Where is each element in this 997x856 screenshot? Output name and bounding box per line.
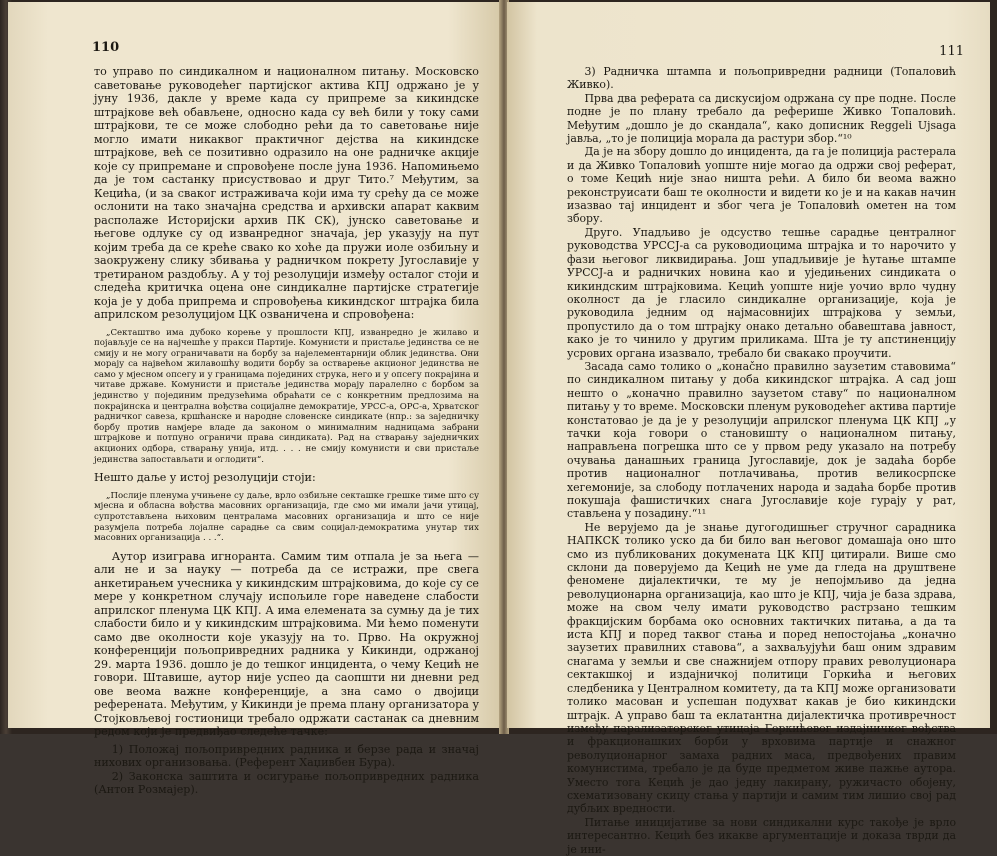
block-quote — [94, 491, 479, 544]
list-item: 3) Радничка штампа и пољопривредни радници (Топаловић Живко). — [567, 65, 956, 92]
paragraph: Засада само толико о „конačно правилно заузетим ставовима“ по синдикалном питању у доба кикиндског штрајка. А сад још нешто о „коначно правилно заузетом ставу“ по националном питању у то време. Московски пленум руководећег актива партије констатовао је да је у резолуцији априлског пленума ЦК КПЈ „у тачки која говори о становишту о националном питању, направљена погрешка што се у првом реду указало на потребу очувања данашњих граница Југославије, док је задаћа борбе против националног потлачивања, против великосрпске хегемоније, за слободу потлачених народа и задаћа борбе против покушаја фашистичких снага Југославије које гурају у рат, стављена у позадину.“¹¹ — [567, 359, 956, 521]
paragraph: Да је на збору дошло до инцидента, да га је полиција растерала и да Живко Топаловић уопште није могао да одржи свој реферат, о томе Кецић није знао ништа рећи. А било би веома важно реконструисати баш те околности и видети ко је и на какав начин изазвао тај инцидент и због чега је Топаловић ометен на том збору. — [567, 145, 956, 226]
left-page — [8, 2, 501, 797]
paragraph: Нешто даље у истој резолуцији стоји: — [94, 471, 316, 485]
right-page — [507, 2, 990, 856]
list-item: 2) Законска заштита и осигурање пољопривредних радника (Антон Розмаjер). — [94, 769, 479, 797]
paragraph: то управо по синдикалном и националном питању. Московско саветовање руководећег партијског актива КПЈ одржано је у јуну 1936, дакле у време када су припреме за кикиндске штрајкове већ обављене, односно када су већ били у току сами штрајкови, те се може слободно рећи да то саветовање није могло имати никаквог практичног дејства на кикиндске штрајкове, већ се позитивно одразило на оне радничке акције које су припремане и спровођене после јуна 1936. Напомињемо да је том састанку присуствовао и друг Тито.⁷ Међутим, за Кецића, (и за сваког истраживача који има ту срећу да се може ослонити на тако значајна средства и архивски апарат каквим располаже Историјски архив ПК СК), јунско саветовање и његове одлуке су од изванредног значаја, јер указују на пут којим треба да се креће свако ко хоће да пружи иоле озбиљну и заокружену слику збивања у радничком покрету Југославије у третираном раздобљу. А у тој резолуцији између осталог стоји и следећа критичка оцена оне синдикалне партијске стратегије која је у доба припрема и спровођења кикиндског штрајка била априлском резолуцијом ЦК озваничена и спровођена: — [94, 65, 479, 321]
paragraph: Аутор изиграва игноранта. Самим тим отпала је за њега — али не и за науку — потреба да се истражи, пре свега анкетирањем учесника у кикиндским штрајковима, до које су се мере у конкретном случају испољиле горе наведене слабости априлског пленума ЦК КПЈ. А има елемената за сумњу да је тих слабости било и у кикиндским штрајковима. Ми ћемо поменути само две околности које указују на то. Прво. На окружној конференцији пољопривредних радника у Кикинди, одржаној 29. марта 1936. дошло је до тешког инцидента, о чему Кецић не говори. Штавише, аутор није успео да саопшти ни дневни ред ове веома важне конференције, а зна само о двојици референата. Међутим, у Кикинди је према плану организатора у Стојковљевој гостионици требало одржати састанак са дневним редом који је предвиђао следеће тачке: — [94, 549, 479, 739]
paragraph: Прва два реферата са дискусијом одржана су пре подне. После подне је по плану требало да реферише Живко Топаловић. Међутим „дошло је до скандала“, како дописник Reggeli Ujsaga јавља, „то је полиција морала да растури збор.“¹⁰ — [567, 91, 956, 146]
page-number-left: 110 — [92, 40, 120, 55]
left-page-body — [94, 65, 479, 797]
quote-text: „Послије пленума учињене су даље, врло озбиљне секташке грешке тиме што су мјесна и обласна вођства масовних организација, где смо ми имали јачи утицај, супротстављена њиховим централама масовних организација и што се није разумјела потреба лојалне сарадње са свим социјал-демократима унутар тих масовних организација . . .“. — [94, 490, 479, 544]
page-number-right: 111 — [939, 44, 964, 59]
right-page-body — [567, 65, 956, 856]
list-item: 1) Положај пољопривредних радника и берзе рада и значај нихових организовања. (Референт Хаџивбен Бура). — [94, 742, 479, 770]
block-quote — [94, 328, 479, 466]
paragraph: Питање иницијативе за нови синдикални курс такође је врло интересантно. Кецић без икакве аргументације и доказа тврди да је ини- — [567, 815, 956, 856]
paragraph: Не верујемо да је знање дугогодишњег стручног сарадника НАПКСК толико уско да би било ван његовог домашаја оно што смо из публикованих докумената ЦК КПЈ цитирали. Више смо склони да поверујемо да Кецић не уме да гледа на друштвене феномене дијалектички, те му је непојмљиво да једна револуционарна организација, као што је КПЈ, чија је база здрава, може на свом челу имати руководство растрзано тешким фракцијским борбама око основних тактичких питања, а да та иста КПЈ и поред таквог стања и поред непостојања „коначно заузетих правилних ставова“, а захваљујући баш оним здравим снагама у земљи и све снажнијем отпору правих револуционара сектакшкој и издајничкој политици Горкића и његових следбеника у Централном комитету, да та КПЈ може организовати толико масован и успешан подухват какав је био кикиндски штрајк. А управо баш та еклатантна дијалектичка противречност између парализаторског утицаја Горкићевог издајничког вођства и фракционашких борби у врховима партије и снажног револуционарног замаха радних маса, предвођених правим комунистима, требало је да буде предметом живе пажње аутора. Уместо тога Кецић је дао једну лакирану, ружичасто обојену, схематизовану скицу стања у партији и самим тим лишио свој рад дубљих вредности. — [567, 520, 956, 816]
quote-text: „Секташтво има дубоко корење у прошлости КПЈ, изванредно је жилаво и појављује се на најчешће у пракси Партије. Комунисти и пристаље јединства се не смију и не могу ограничавати на борбу за најелементарнији облик јединства. Они морају са највећом жилавошћу водити борбу за остварење акционог јединства не само у мјесном опсегу и у границама појединих струка, него и у опсегу покрајина и читаве државе. Комунисти и пристаље јединства морају паралелно с борбом за јединство у појединим предузећима обраћати се с конкретним предлозима на покрајинска и централна вођства социјалне демократије, УРСС-а, ОРС-а, Хрватског радничког савеза, кршћанске и народне словенске синдикате (нпр.: за заједничку борбу против намјере владе да законом о минималним надницама забрани штрајкове и потпуно ограничи права синдиката). Рад на стварању заједничких акционих одбора, стварању унија, итд. . . . не смију комунисти и сви пристаље јединства запостављати и оглодити“. — [94, 327, 479, 465]
paragraph: Друго. Упадљиво је одсуство тешње сарадње централног руководства УРССЈ-а са руководиоцима штрајка и то нарочито у фази његовог ликвидирања. Још упадљивије је ћутање штампе УРССЈ-а и радничких новина као и уједињених синдиката о кикиндским штрајковима. Кецић уопште није уочио врло чудну околност да је гласило синдикалне организације, која је руководила једним од најмасовнијих штрајкова у земљи, пропустило да о том штрајку онако детаљно обавештава јавност, како је то чинило у другим приликама. Шта је ту апстиненцију усрових органа изазвало, требало би свакако проучити. — [567, 225, 956, 360]
